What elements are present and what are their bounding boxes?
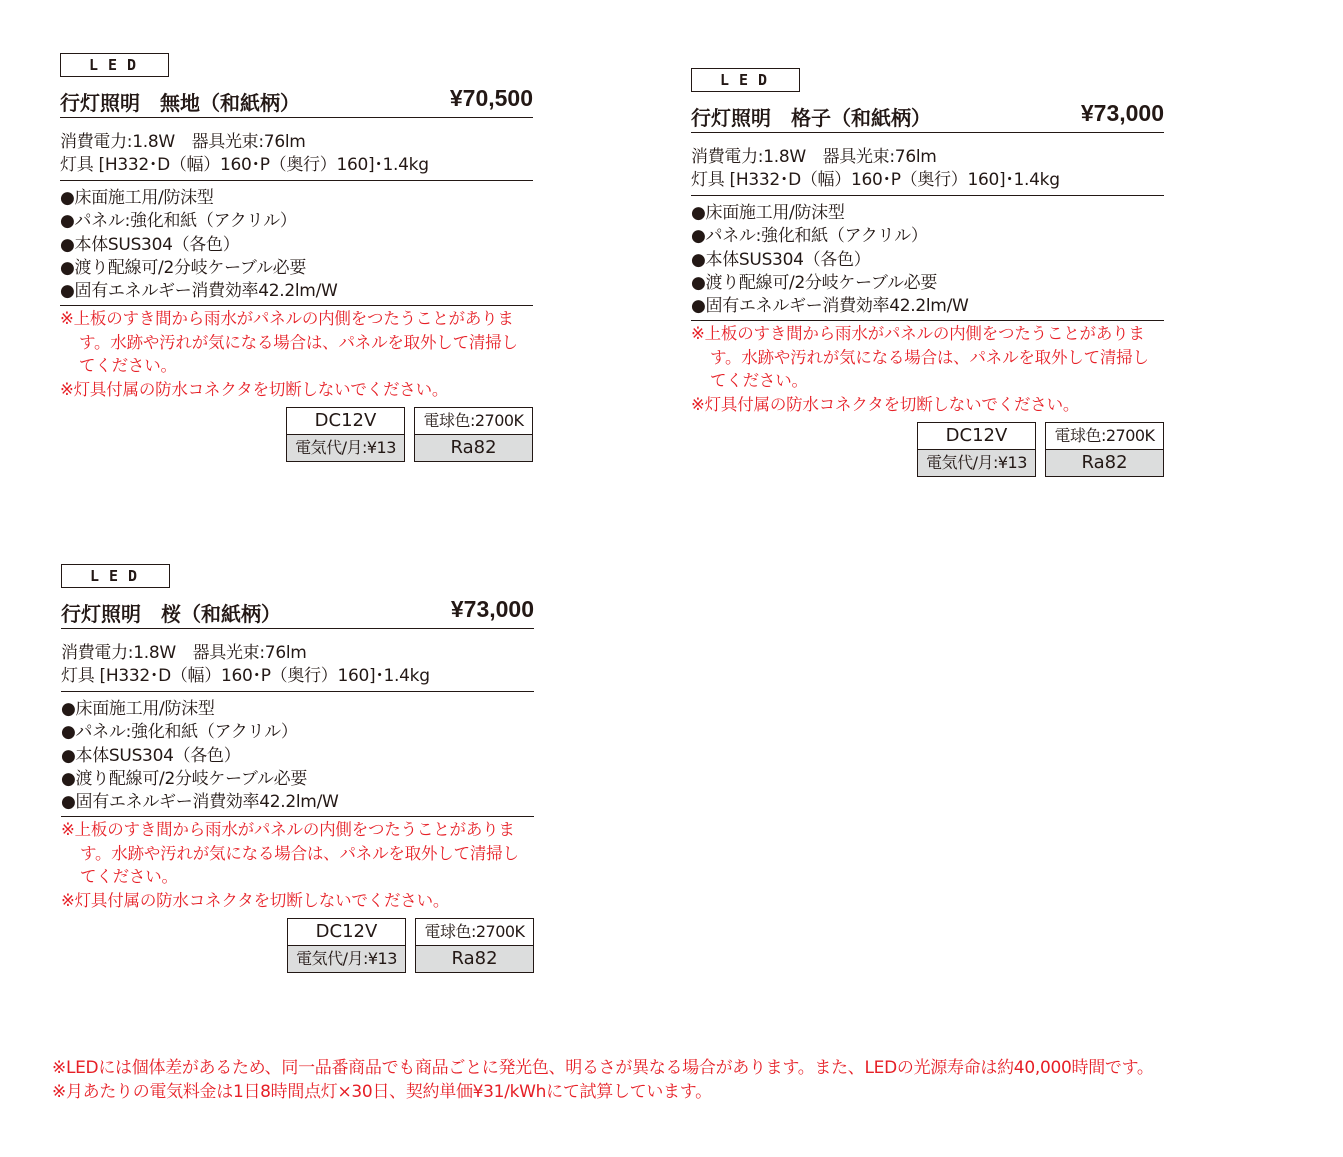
caution-note: ※上板のすき間から雨水がパネルの内側をつたうことがあります。水跡や汚れが気になる場合は、パネルを取外して清掃してください。: [61, 820, 519, 886]
feature-item: ●固有エネルギー消費効率42.2lm/W: [61, 792, 339, 813]
light-badge: [1045, 422, 1164, 477]
feature-item: ●パネル:強化和紙（アクリル）: [691, 226, 928, 247]
led-tag: LED: [691, 68, 800, 92]
caution-note: ※上板のすき間から雨水がパネルの内側をつたうことがあります。水跡や汚れが気になる場合は、パネルを取外して清掃してください。: [60, 309, 518, 375]
feature-item: ●床面施工用/防沫型: [61, 699, 215, 719]
divider: [691, 132, 1164, 133]
footer-note: ※LEDには個体差があるため、同一品番商品でも商品ごとに発光色、明るさが異なる場合があります。また、LEDの光源寿命は約40,000時間です。: [52, 1058, 1154, 1078]
divider: [691, 195, 1164, 196]
power-badge: [286, 407, 405, 462]
product-block: [60, 53, 533, 463]
spec-line: 消費電力:1.8W 器具光束:76lm: [691, 147, 937, 167]
caution-note: ※上板のすき間から雨水がパネルの内側をつたうことがあります。水跡や汚れが気になる場合は、パネルを取外して清掃してください。: [691, 324, 1149, 390]
spec-line: 灯具 [H332･D（幅）160･P（奥行）160]･1.4kg: [691, 170, 1060, 190]
feature-item: ●本体SUS304（各色）: [61, 745, 241, 766]
spec-line: 消費電力:1.8W 器具光束:76lm: [60, 132, 306, 152]
monthly-cost: 電気代/月:¥13: [288, 945, 405, 972]
product-title: 行灯照明 桜（和紙柄）: [61, 602, 281, 626]
led-tag: LED: [60, 53, 169, 77]
divider: [61, 691, 534, 692]
caution-notes: [691, 322, 1164, 416]
product-block: [691, 68, 1164, 478]
color-rendering-index: Ra82: [1046, 449, 1163, 476]
light-badge: [415, 918, 534, 973]
divider: [60, 117, 533, 118]
divider: [691, 320, 1164, 321]
feature-item: ●本体SUS304（各色）: [60, 234, 240, 255]
color-temperature: 電球色:2700K: [1054, 426, 1155, 445]
feature-item: ●本体SUS304（各色）: [691, 249, 871, 270]
divider: [60, 305, 533, 306]
footer-notes: [52, 1056, 1154, 1104]
product-price: ¥73,000: [1080, 100, 1164, 126]
product-title: 行灯照明 無地（和紙柄）: [60, 91, 300, 115]
footer-note: ※月あたりの電気料金は1日8時間点灯×30日、契約単価¥31/kWhにて試算しています。: [52, 1082, 712, 1102]
product-price: ¥70,500: [449, 85, 533, 111]
voltage: DC12V: [315, 921, 378, 942]
product-title: 行灯照明 格子（和紙柄）: [691, 106, 931, 130]
voltage: DC12V: [945, 425, 1008, 446]
caution-note: ※灯具付属の防水コネクタを切断しないでください。: [61, 890, 450, 910]
feature-item: ●パネル:強化和紙（アクリル）: [60, 211, 297, 232]
color-rendering-index: Ra82: [416, 945, 533, 972]
feature-item: ●渡り配線可/2分岐ケーブル必要: [60, 257, 307, 278]
spec-line: 灯具 [H332･D（幅）160･P（奥行）160]･1.4kg: [60, 155, 429, 175]
feature-item: ●固有エネルギー消費効率42.2lm/W: [60, 281, 338, 302]
feature-item: ●床面施工用/防沫型: [60, 188, 214, 208]
power-badge: [287, 918, 406, 973]
feature-item: ●渡り配線可/2分岐ケーブル必要: [61, 768, 308, 789]
color-rendering-index: Ra82: [415, 434, 532, 461]
divider: [60, 180, 533, 181]
caution-notes: [61, 818, 534, 912]
monthly-cost: 電気代/月:¥13: [918, 449, 1035, 476]
light-badge: [414, 407, 533, 462]
feature-item: ●パネル:強化和紙（アクリル）: [61, 722, 298, 743]
caution-note: ※灯具付属の防水コネクタを切断しないでください。: [691, 394, 1080, 414]
product-block: [61, 564, 534, 974]
led-tag: LED: [61, 564, 170, 588]
feature-item: ●床面施工用/防沫型: [691, 203, 845, 223]
color-temperature: 電球色:2700K: [423, 411, 524, 430]
spec-line: 消費電力:1.8W 器具光束:76lm: [61, 643, 307, 663]
feature-item: ●固有エネルギー消費効率42.2lm/W: [691, 296, 969, 317]
divider: [61, 816, 534, 817]
spec-line: 灯具 [H332･D（幅）160･P（奥行）160]･1.4kg: [61, 666, 430, 686]
caution-note: ※灯具付属の防水コネクタを切断しないでください。: [60, 379, 449, 399]
monthly-cost: 電気代/月:¥13: [287, 434, 404, 461]
divider: [61, 628, 534, 629]
power-badge: [917, 422, 1036, 477]
product-price: ¥73,000: [450, 596, 534, 622]
voltage: DC12V: [314, 410, 377, 431]
feature-item: ●渡り配線可/2分岐ケーブル必要: [691, 272, 938, 293]
color-temperature: 電球色:2700K: [424, 922, 525, 941]
caution-notes: [60, 307, 533, 401]
